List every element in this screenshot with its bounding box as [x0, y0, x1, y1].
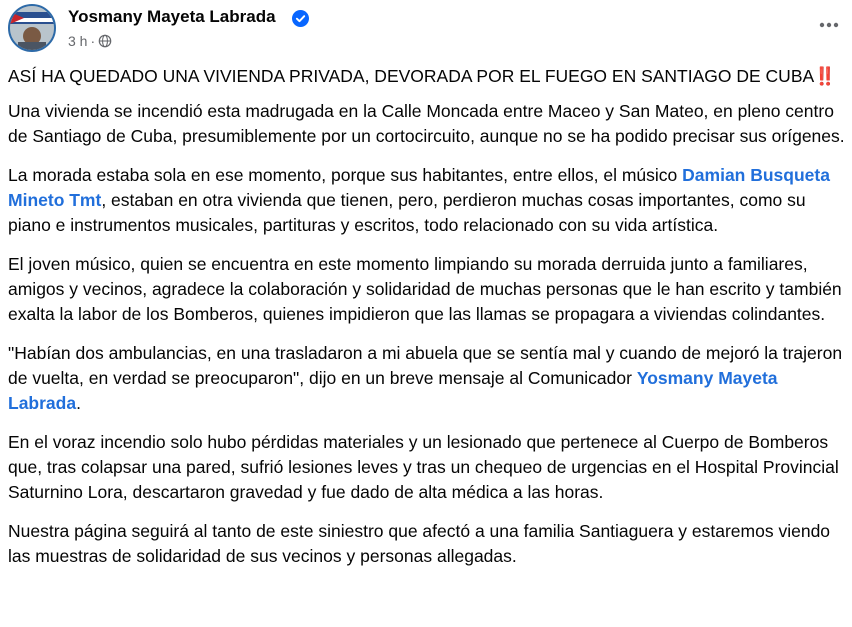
mention-link-yosmany[interactable]: Yosmany Mayeta Labrada	[8, 368, 778, 413]
more-options-button[interactable]	[814, 10, 844, 40]
author-name[interactable]: Yosmany Mayeta Labrada	[68, 7, 276, 26]
post-title-text: ASÍ HA QUEDADO UNA VIVIENDA PRIVADA, DEVORADA POR EL FUEGO EN SANTIAGO DE CUBA	[8, 66, 815, 86]
double-exclamation-icon: ‼️	[814, 66, 836, 86]
paragraph-2-before: La morada estaba sola en ese momento, porque sus habitantes, entre ellos, el músico	[8, 165, 683, 185]
post-time[interactable]: 3 h	[68, 33, 88, 49]
avatar[interactable]	[8, 4, 56, 52]
post-meta	[68, 32, 112, 50]
post-header	[8, 4, 844, 52]
paragraph-1: Una vivienda se incendió esta madrugada en la Calle Moncada entre Maceo y San Mateo, en pleno centro de Santiago de Cuba, presumiblemente por un cortocircuito, aunque no se ha podido precisar sus orígenes.	[8, 101, 845, 146]
post-text	[8, 64, 848, 583]
paragraph-5: En el voraz incendio solo hubo pérdidas materiales y un lesionado que pertenece al Cuerpo de Bomberos que, tras colapsar una pared, sufrió lesiones leves y tras un chequeo de urgencias en el Hospital Provincial Saturnino Lora, descartaron gravedad y fue dado de alta médica a las horas.	[8, 432, 839, 502]
paragraph-3: El joven músico, quien se encuentra en este momento limpiando su morada derruida junto a familiares, amigos y vecinos, agradece la colaboración y solidaridad de muchas personas que le han escrito y también exalta la labor de los Bomberos, quienes impidieron que las llamas se propagara a viviendas colindantes.	[8, 254, 842, 324]
paragraph-4-after: .	[76, 393, 81, 413]
paragraph-6: Nuestra página seguirá al tanto de este siniestro que afectó a una familia Santiaguera y estaremos viendo las muestras de solidaridad de sus vecinos y personas allegadas.	[8, 521, 831, 566]
paragraph-4	[8, 341, 848, 416]
paragraph-2-after: , estaban en otra vivienda que tienen, pero, perdieron muchas cosas importantes, como su piano e instrumentos musicales, partituras y escritos, todo relacionado con su vida artística.	[8, 190, 806, 235]
globe-icon	[98, 34, 112, 48]
mention-link-damian[interactable]: Damian Busqueta Mineto Tmt	[8, 165, 830, 210]
paragraph-2	[8, 163, 848, 238]
post-title	[8, 64, 848, 89]
verified-badge-icon	[292, 10, 309, 27]
paragraph-4-before: "Habían dos ambulancias, en una trasladaron a mi abuela que se sentía mal y cuando de mejoró la trajeron de vuelta, en verdad se preocuparon", dijo en un breve mensaje al Comunicador	[8, 343, 843, 388]
avatar-image	[10, 6, 54, 50]
more-options-icon	[819, 22, 839, 28]
meta-separator: ·	[90, 33, 96, 49]
